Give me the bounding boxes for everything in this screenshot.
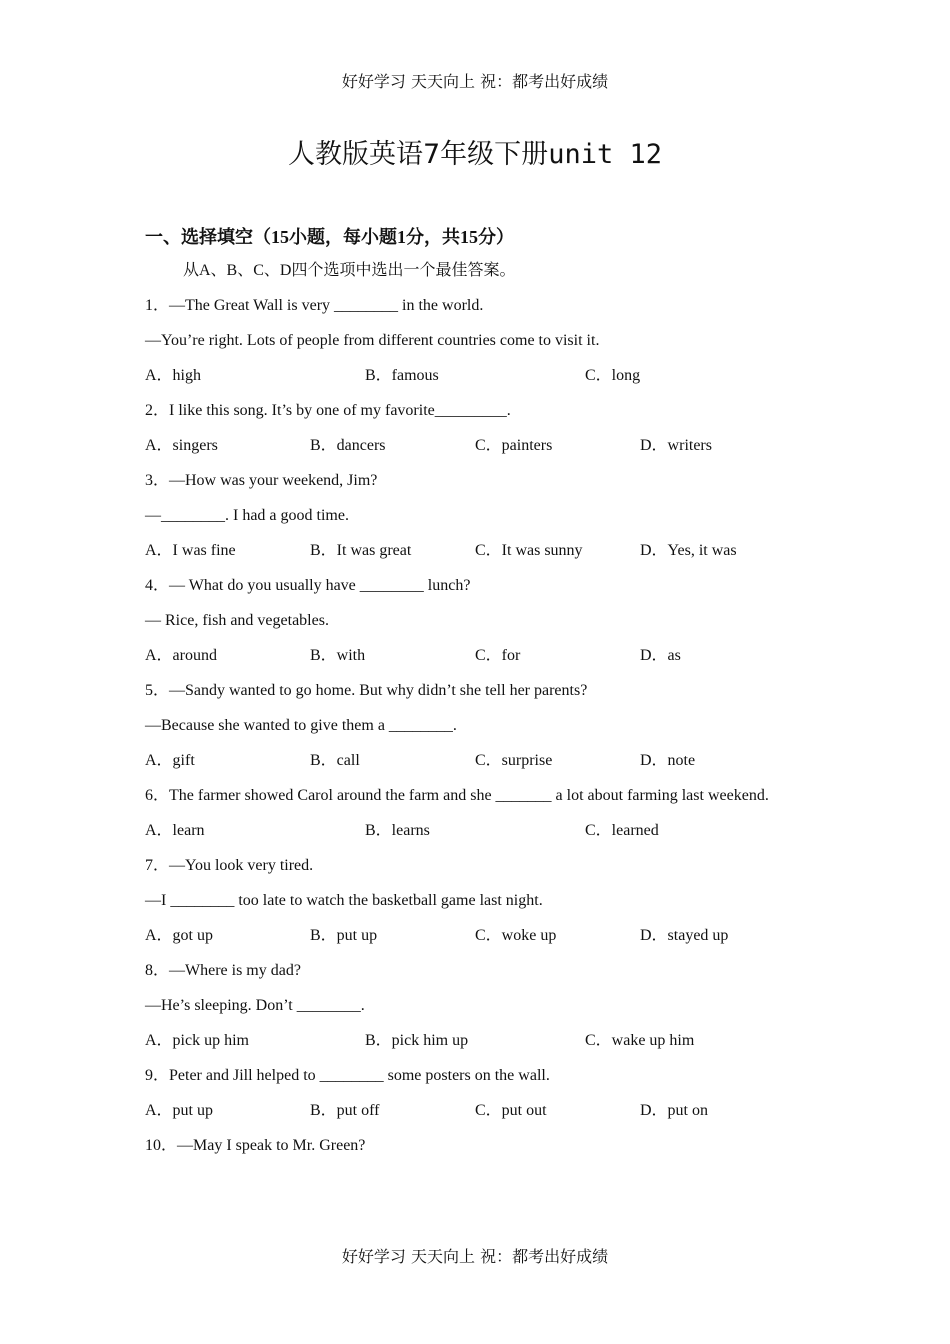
question-line: 9．Peter and Jill helped to ________ some posters on the wall. [145,1067,550,1084]
options-row [145,926,845,961]
option-a: A．gift [145,752,195,769]
option-a: A．high [145,367,202,384]
question-line: —I ________ too late to watch the basketball game last night. [145,892,543,909]
document-title [0,132,950,171]
option-c: C．learned [585,822,659,839]
option-c: C．put out [475,1102,547,1119]
options-row [145,1031,845,1066]
title-unit: unit 12 [548,139,662,170]
question-2 [145,401,845,471]
options-row [145,1101,845,1136]
option-a: A．put up [145,1102,214,1119]
question-line: 1．—The Great Wall is very ________ in the world. [145,297,484,314]
option-b: B．put off [310,1102,380,1119]
option-b: B．famous [365,367,439,384]
option-b: B．learns [365,822,430,839]
option-b: B．call [310,752,360,769]
options-row [145,436,845,471]
option-d: D．stayed up [640,927,729,944]
options-row [145,646,845,681]
option-a: A．singers [145,437,218,454]
question-4 [145,576,845,681]
option-a: A．got up [145,927,214,944]
question-line: 4．— What do you usually have ________ lunch? [145,577,471,594]
page-footer: 好好学习 天天向上 祝：都考出好成绩 [341,1247,609,1266]
question-6 [145,786,845,856]
option-c: C．for [475,647,521,664]
option-a: A．around [145,647,217,664]
question-9 [145,1066,845,1136]
option-c: C．It was sunny [475,542,583,559]
option-c: C．woke up [475,927,557,944]
question-line: —He’s sleeping. Don’t ________. [145,997,365,1014]
question-line: 6．The farmer showed Carol around the farm and she _______ a lot about farming last weekend. [145,787,769,804]
question-line: — Rice, fish and vegetables. [145,612,329,629]
option-c: C．wake up him [585,1032,695,1049]
question-line: 2．I like this song. It’s by one of my favorite_________. [145,402,511,419]
page-header: 好好学习 天天向上 祝：都考出好成绩 [341,72,609,91]
option-a: A．pick up him [145,1032,249,1049]
option-b: B．pick him up [365,1032,469,1049]
option-a: A．I was fine [145,542,236,559]
question-line: 10．—May I speak to Mr. Green? [145,1137,366,1154]
question-line: 5．—Sandy wanted to go home. But why didn’t she tell her parents? [145,682,588,699]
question-line: 8．—Where is my dad? [145,962,301,979]
title-chinese: 人教版英语7年级下册 [288,139,549,170]
option-b: B．put up [310,927,378,944]
question-line: —You’re right. Lots of people from different countries come to visit it. [145,332,600,349]
option-c: C．surprise [475,752,553,769]
option-d: D．writers [640,437,712,454]
section-title: 一、选择填空（15小题，每小题1分，共15分） [145,227,514,247]
instruction-text: 从A、B、C、D四个选项中选出一个最佳答案。 [183,262,516,279]
option-d: D．as [640,647,681,664]
option-d: D．Yes, it was [640,542,737,559]
question-line: 7．—You look very tired. [145,857,314,874]
question-5 [145,681,845,786]
options-row [145,751,845,786]
question-line: —Because she wanted to give them a ________. [145,717,457,734]
option-d: D．note [640,752,696,769]
question-line: 3．—How was your weekend, Jim? [145,472,378,489]
options-row [145,366,845,401]
question-line: —________. I had a good time. [145,507,349,524]
option-d: D．put on [640,1102,709,1119]
question-8 [145,961,845,1066]
option-c: C．long [585,367,641,384]
exercise-content [145,226,845,1171]
options-row [145,821,845,856]
options-row [145,541,845,576]
option-a: A．learn [145,822,205,839]
question-10 [145,1136,845,1171]
question-1 [145,296,845,401]
option-b: B．It was great [310,542,412,559]
option-b: B．with [310,647,366,664]
question-7 [145,856,845,961]
question-3 [145,471,845,576]
option-c: C．painters [475,437,553,454]
option-b: B．dancers [310,437,386,454]
